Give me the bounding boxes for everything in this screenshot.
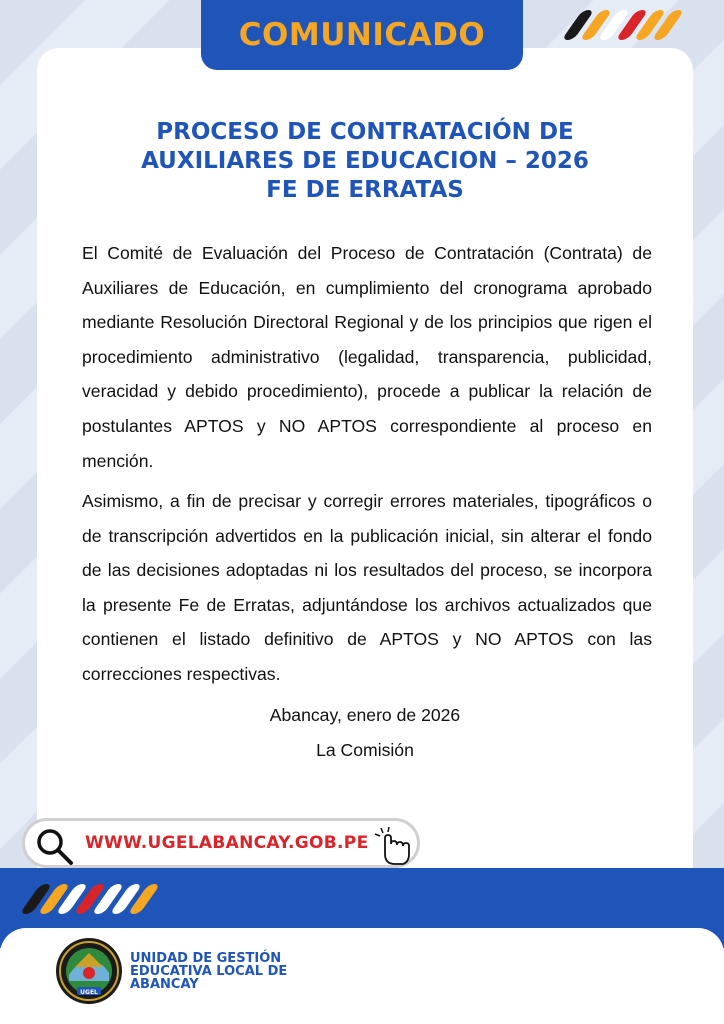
organization-name	[130, 952, 287, 991]
website-url[interactable]: WWW.UGELABANCAY.GOB.PE	[85, 833, 369, 853]
ugel-logo	[55, 937, 123, 1010]
decorative-stripes-bottom	[30, 884, 150, 914]
decorative-stripes-top	[572, 10, 674, 40]
website-link-bar[interactable]	[22, 818, 420, 868]
pointing-hand-icon	[371, 824, 415, 873]
title-line: AUXILIARES DE EDUCACION – 2026	[141, 148, 589, 174]
badge-label: COMUNICADO	[238, 17, 486, 53]
logo-text: UGEL	[80, 989, 98, 996]
search-icon	[35, 827, 75, 872]
place-date: Abancay, enero de 2026	[269, 705, 461, 725]
document-title	[37, 118, 693, 205]
org-line: EDUCATIVA LOCAL DE	[130, 964, 288, 979]
org-line: UNIDAD DE GESTIÓN	[130, 951, 282, 966]
signature: La Comisión	[316, 740, 414, 760]
title-line: PROCESO DE CONTRATACIÓN DE	[156, 119, 574, 145]
title-line: FE DE ERRATAS	[266, 177, 464, 203]
comunicado-badge	[201, 0, 523, 70]
body-paragraph-2: Asimismo, a fin de precisar y corregir errores materiales, tipográficos o de transcripción advertidos en la publicación inicial, sin alterar el fondo de las decisiones adoptadas ni los resultados del proceso, se incorpora la presente Fe de Erratas, adjuntándose los archivos actualizados que contienen el listado definitivo de APTOS y NO APTOS con las correcciones respectivas.	[82, 491, 652, 684]
body-paragraph-1: El Comité de Evaluación del Proceso de Contratación (Contrata) de Auxiliares de Educación, en cumplimiento del cronograma aprobado mediante Resolución Directoral Regional y de los principios que rigen el procedimiento administrativo (legalidad, transparencia, publicidad, veracidad y debido procedimiento), procede a publicar la relación de postulantes APTOS y NO APTOS correspondiente al proceso en mención.	[82, 243, 652, 471]
org-line: ABANCAY	[130, 977, 199, 992]
